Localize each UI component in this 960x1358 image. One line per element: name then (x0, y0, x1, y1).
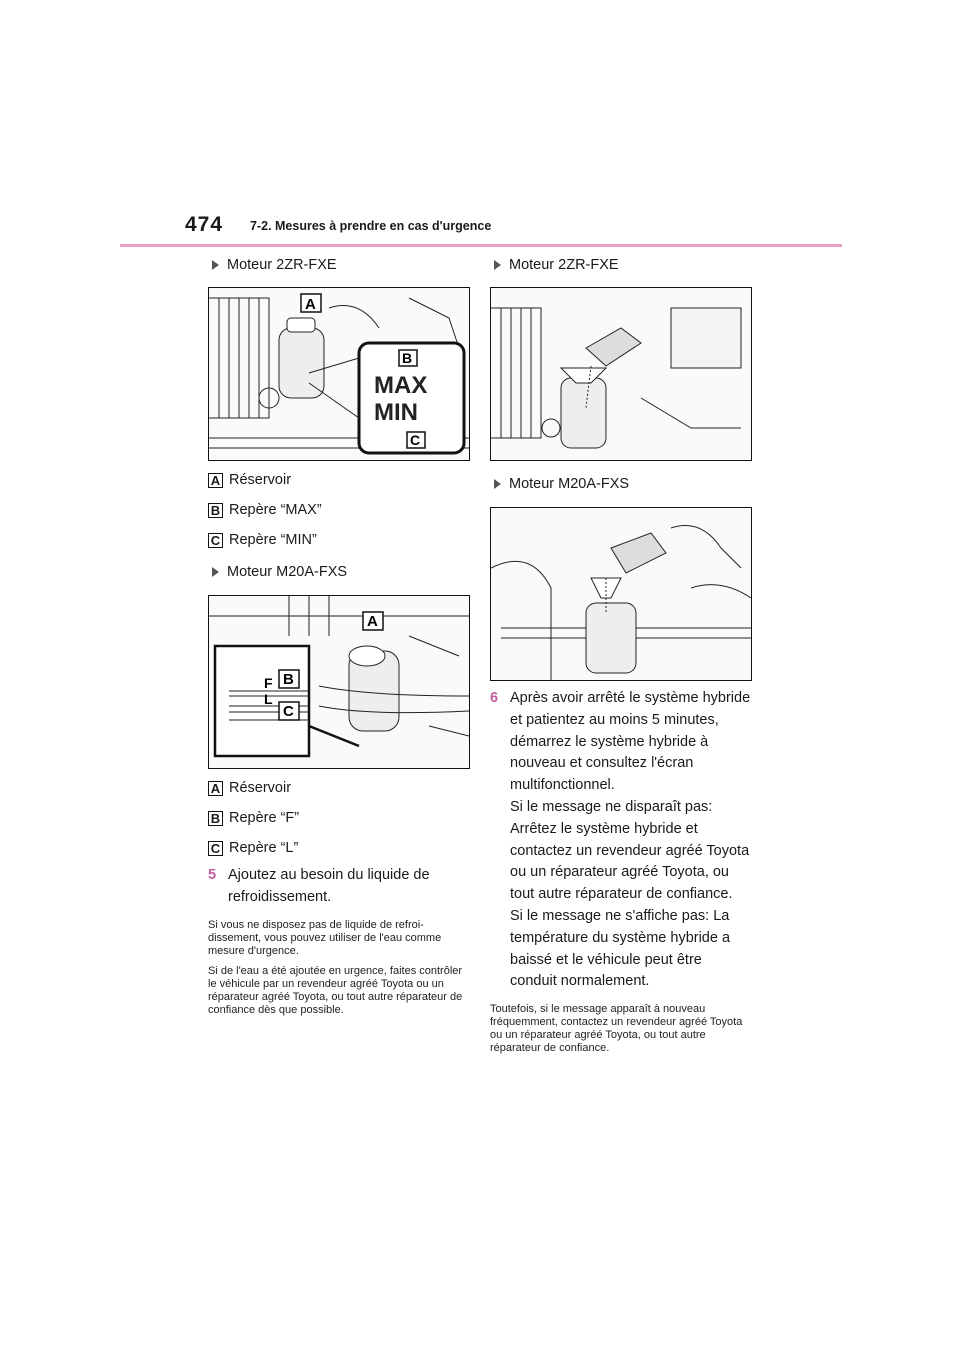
header-rule (120, 244, 842, 247)
legend-item (208, 777, 470, 799)
callout-c: C (283, 703, 294, 720)
legend-item (208, 837, 470, 859)
step-paragraph: Si le message ne s'affiche pas: La température du système hybride a baissé et le véhicule peut être conduit normalement. (510, 907, 731, 990)
legend-text: Repère “F” (229, 810, 300, 826)
engine-illustration (209, 596, 469, 768)
legend-item (208, 469, 470, 491)
figure-reservoir-m20a (208, 595, 470, 769)
figure-reservoir-2zr (208, 287, 470, 461)
step-paragraph: Si le message ne disparaît pas: Arrêtez le système hybride et contactez un revendeur agréé Toyota ou un réparateur agréé Toyota, ou tout autre réparateur de confiance. (510, 798, 750, 903)
callout-a: A (367, 613, 378, 630)
page-number: 474 (185, 213, 224, 236)
engine-illustration (209, 288, 469, 460)
legend-key: B (208, 503, 223, 518)
legend-text: Repère “L” (229, 840, 299, 856)
heading-m20a-fxs (208, 563, 470, 581)
heading-m20a-fxs (490, 475, 752, 493)
figure-filling-2zr (490, 287, 752, 461)
figure-filling-m20a (490, 507, 752, 681)
legend-item (208, 499, 470, 521)
left-column (208, 256, 470, 1017)
heading-text: Moteur M20A-FXS (509, 476, 630, 492)
l-mark: L (264, 691, 273, 707)
legend-key: A (208, 781, 223, 796)
engine-illustration (491, 508, 751, 680)
step-text: Ajoutez au besoin du liquide de refroidissement. (228, 867, 430, 905)
legend-text: Repère “MIN” (229, 532, 317, 548)
step-text (510, 688, 752, 993)
callout-b: B (402, 350, 413, 366)
legend-text: Réservoir (229, 472, 292, 488)
note-text: Si vous ne disposez pas de liquide de refroi-dissement, vous pouvez utiliser de l'eau comme mesure d'urgence. (208, 918, 442, 957)
min-mark: MIN (374, 399, 418, 426)
step-6 (490, 688, 752, 993)
max-mark: MAX (374, 372, 428, 399)
heading-text: Moteur 2ZR-FXE (509, 257, 619, 273)
legend-key: B (208, 811, 223, 826)
note-text: Si de l'eau a été ajoutée en urgence, faites contrôler le véhicule par un revendeur agréé Toyota ou un réparateur agréé Toyota, ou tout autre réparateur de confiance dès que possible. (208, 964, 463, 1016)
right-column (490, 256, 752, 1055)
triangle-bullet-icon (212, 260, 219, 270)
f-mark: F (264, 675, 273, 691)
triangle-bullet-icon (212, 567, 219, 577)
triangle-bullet-icon (494, 479, 501, 489)
engine-illustration (491, 288, 751, 460)
step-number: 5 (208, 867, 217, 883)
section-title: 7-2. Mesures à prendre en cas d'urgence (250, 219, 492, 233)
legend-key: C (208, 533, 223, 548)
heading-text: Moteur M20A-FXS (227, 564, 348, 580)
legend-text: Réservoir (229, 780, 292, 796)
note-text: Toutefois, si le message apparaît à nouveau fréquemment, contactez un revendeur agréé Toyota ou un réparateur agréé Toyota, ou tout autre réparateur de confiance. (490, 1003, 743, 1055)
legend-text: Repère “MAX” (229, 502, 322, 518)
triangle-bullet-icon (494, 260, 501, 270)
step-5 (208, 865, 470, 909)
legend-key: C (208, 841, 223, 856)
callout-c: C (410, 432, 421, 448)
legend-item (208, 529, 470, 551)
legend-key: A (208, 473, 223, 488)
heading-2zr-fxe (208, 256, 470, 274)
callout-a: A (305, 296, 316, 313)
callout-b: B (283, 671, 294, 688)
step-number: 6 (490, 690, 499, 706)
legend-item (208, 807, 470, 829)
heading-2zr-fxe (490, 256, 752, 274)
step-paragraph: Après avoir arrêté le système hybride et patientez au moins 5 minutes, démarrez le système hybride à nouveau et consultez l'écran multifonctionnel. (510, 690, 751, 794)
heading-text: Moteur 2ZR-FXE (227, 257, 337, 273)
